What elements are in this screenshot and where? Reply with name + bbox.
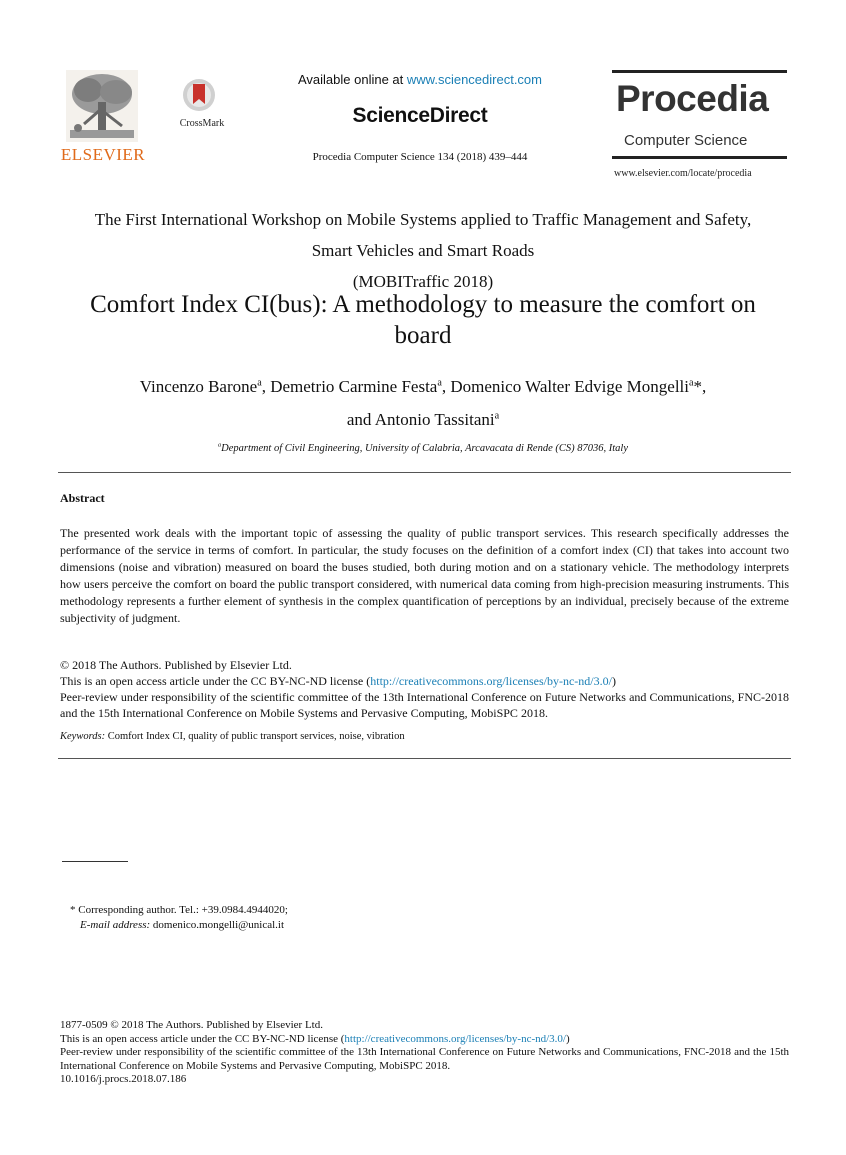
paper-title	[40, 289, 806, 351]
crossmark-icon	[182, 78, 216, 112]
email-address[interactable]: domenico.mongelli@unical.it	[150, 919, 285, 931]
elsevier-logo	[58, 70, 148, 165]
affiliation-text: Department of Civil Engineering, University of Calabria, Arcavacata di Rende (CS) 87036, Italy	[221, 443, 628, 454]
keywords-text: Comfort Index CI, quality of public transport services, noise, vibration	[105, 731, 405, 742]
sciencedirect-link[interactable]: www.sciencedirect.com	[406, 72, 542, 87]
author-mongelli: , Domenico Walter Edvige Mongelli	[441, 377, 689, 396]
bottom-block	[60, 1019, 789, 1087]
available-online-line	[230, 72, 610, 87]
abstract-body: The presented work deals with the important topic of assessing the quality of public transport services. This research specifically addresses the performance of the service in terms of comfort. In particular, the study focuses on the definition of a comfort index (CI) that takes into account two dimensions (noise and vibration) measured on board the buses studied, both during motion and on a stationary vehicle. The methodology interprets how users perceive the comfort on board the public transport considered, with numerical data coming from high-precision measuring instruments. This methodology represents a further element of synthesis in the complex quantification of perceptions by an individual, precisely because of the extreme subjectivity of judgment.	[60, 526, 789, 625]
crossmark-label: CrossMark	[179, 118, 225, 129]
bottom-license-suffix: )	[566, 1032, 570, 1045]
procedia-mid-rule	[612, 156, 787, 159]
author-tassitani: and Antonio Tassitani	[346, 410, 495, 429]
title-line-1: Comfort Index CI(bus): A methodology to measure the comfort on	[90, 291, 756, 318]
license-link[interactable]: http://creativecommons.org/licenses/by-nc-nd/3.0/	[370, 674, 612, 688]
procedia-logo	[612, 70, 787, 185]
email-line	[70, 918, 288, 933]
bottom-peer-review: Peer-review under responsibility of the scientific committee of the 13th International Conference on Future Networks and Communications, FNC-2018 and the 15th International Conference on Mobile Systems and Pervasive Computing, MobiSPC 2018.	[60, 1046, 789, 1072]
crossmark-badge[interactable]	[172, 78, 232, 134]
corresponding-mark: *,	[693, 377, 707, 396]
peer-review-line: Peer-review under responsibility of the scientific committee of the 13th International Conference on Future Networks and Communications, FNC-2018 and the 15th International Conference on Mobile Systems and Pervasive Computing, MobiSPC 2018.	[60, 690, 789, 720]
license-line	[60, 673, 789, 689]
bottom-license-line	[60, 1033, 789, 1047]
procedia-top-rule	[612, 70, 787, 73]
bottom-license-link[interactable]: http://creativecommons.org/licenses/by-nc-nd/3.0/	[344, 1032, 566, 1045]
license-suffix: )	[611, 674, 616, 688]
workshop-line-1: The First International Workshop on Mobile Systems applied to Traffic Management and Safety,	[94, 210, 752, 229]
affiliation-mark: a	[257, 377, 262, 389]
footnote-rule	[62, 861, 128, 862]
affiliation-mark: a	[689, 377, 694, 389]
doi-line[interactable]: 10.1016/j.procs.2018.07.186	[60, 1073, 187, 1085]
authors-line-1	[40, 370, 806, 403]
email-label: E-mail address:	[80, 919, 151, 931]
affiliation	[40, 443, 806, 454]
workshop-line-3: (MOBITraffic 2018)	[352, 272, 494, 291]
keywords	[60, 731, 405, 742]
title-line-2: board	[394, 322, 452, 349]
affiliation-mark: a	[437, 377, 442, 389]
divider-top	[58, 472, 791, 473]
corresponding-author: * Corresponding author. Tel.: +39.0984.4944020;	[70, 904, 288, 916]
procedia-subtitle: Computer Science	[624, 132, 748, 149]
issn-line: 1877-0509 © 2018 The Authors. Published by Elsevier Ltd.	[60, 1019, 323, 1031]
author-festa: , Demetrio Carmine Festa	[261, 377, 438, 396]
affiliation-mark: a	[494, 410, 500, 422]
elsevier-tree-icon	[66, 70, 138, 142]
journal-reference: Procedia Computer Science 134 (2018) 439–444	[312, 151, 528, 163]
bottom-license-prefix: This is an open access article under the CC BY-NC-ND license (	[60, 1032, 345, 1045]
workshop-name	[30, 204, 816, 297]
sciencedirect-brand: ScienceDirect	[352, 104, 488, 127]
footnote	[70, 903, 288, 933]
available-prefix: Available online at	[297, 72, 407, 87]
elsevier-wordmark: ELSEVIER	[60, 145, 146, 164]
workshop-line-2: Smart Vehicles and Smart Roads	[311, 241, 535, 260]
procedia-url[interactable]: www.elsevier.com/locate/procedia	[614, 168, 752, 179]
abstract-heading: Abstract	[60, 491, 105, 505]
license-prefix: This is an open access article under the CC BY-NC-ND license (	[60, 674, 371, 688]
affiliation-mark: a	[218, 441, 222, 449]
copyright-block	[60, 657, 789, 721]
copyright-line: © 2018 The Authors. Published by Elsevier Ltd.	[60, 658, 292, 672]
keywords-label: Keywords:	[60, 731, 106, 742]
author-list	[40, 370, 806, 436]
author-barone: Vincenzo Barone	[139, 377, 258, 396]
procedia-title: Procedia	[616, 78, 769, 119]
divider-bottom	[58, 758, 791, 759]
authors-line-2	[40, 403, 806, 436]
